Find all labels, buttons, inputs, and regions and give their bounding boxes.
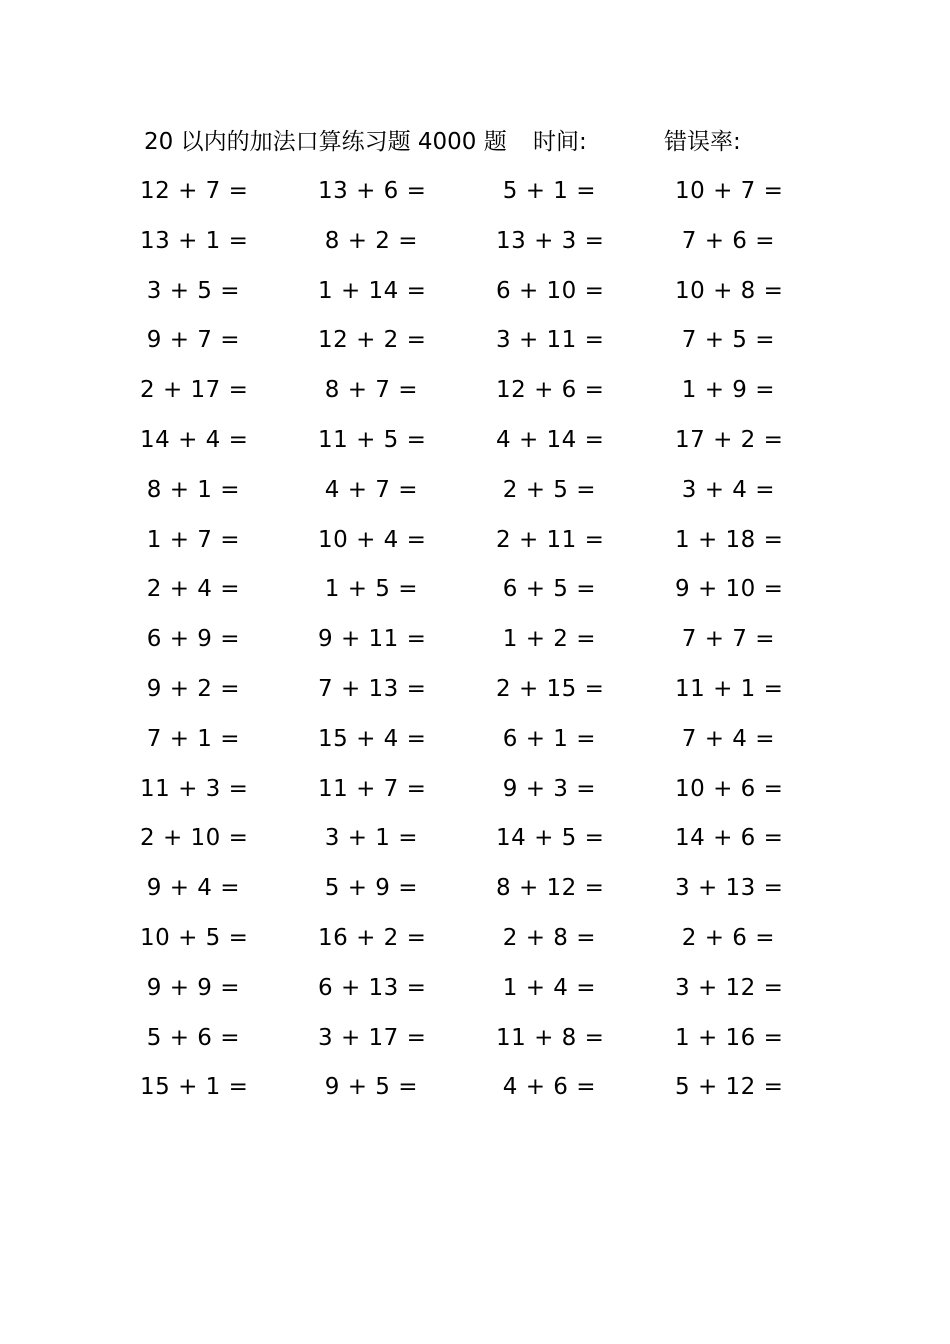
addition-problem: 4 + 14 = xyxy=(496,426,605,453)
problem-row xyxy=(140,521,820,571)
problem-row xyxy=(140,272,820,322)
addition-problem: 11 + 8 = xyxy=(496,1024,605,1051)
addition-problem: 10 + 4 = xyxy=(318,526,427,553)
addition-problem: 7 + 5 = xyxy=(681,327,775,354)
addition-problem: 11 + 3 = xyxy=(140,775,249,802)
addition-problem: 8 + 1 = xyxy=(146,476,240,503)
addition-problem: 3 + 17 = xyxy=(318,1024,427,1051)
addition-problem: 9 + 9 = xyxy=(146,974,240,1001)
addition-problem: 5 + 9 = xyxy=(324,875,418,902)
addition-problem: 5 + 12 = xyxy=(675,1074,784,1101)
worksheet-header xyxy=(0,124,950,160)
problem-row xyxy=(140,471,820,521)
error-rate-label: 错误率: xyxy=(664,129,741,155)
addition-problem: 1 + 7 = xyxy=(146,526,240,553)
addition-problem: 15 + 4 = xyxy=(318,725,427,752)
addition-problem: 1 + 4 = xyxy=(502,974,596,1001)
problem-row xyxy=(140,720,820,770)
addition-problem: 8 + 2 = xyxy=(324,227,418,254)
problem-row xyxy=(140,869,820,919)
addition-problem: 6 + 9 = xyxy=(146,626,240,653)
addition-problem: 1 + 5 = xyxy=(324,576,418,603)
problem-row xyxy=(140,670,820,720)
addition-problem: 10 + 7 = xyxy=(675,178,784,204)
addition-problem: 8 + 12 = xyxy=(496,875,605,902)
addition-problem: 9 + 2 = xyxy=(146,675,240,702)
addition-problem: 1 + 9 = xyxy=(681,377,775,404)
addition-problem: 2 + 15 = xyxy=(496,675,605,702)
addition-problem: 2 + 5 = xyxy=(502,476,596,503)
addition-problem: 14 + 4 = xyxy=(140,426,249,453)
problem-grid xyxy=(140,172,820,1118)
addition-problem: 6 + 1 = xyxy=(502,725,596,752)
addition-problem: 15 + 1 = xyxy=(140,1074,249,1101)
addition-problem: 2 + 17 = xyxy=(140,377,249,404)
addition-problem: 6 + 5 = xyxy=(502,576,596,603)
addition-problem: 1 + 14 = xyxy=(318,277,427,304)
addition-problem: 3 + 5 = xyxy=(146,277,240,304)
addition-problem: 11 + 1 = xyxy=(675,675,784,702)
addition-problem: 7 + 13 = xyxy=(318,675,427,702)
problem-row xyxy=(140,919,820,969)
addition-problem: 4 + 6 = xyxy=(502,1074,596,1101)
addition-problem: 12 + 7 = xyxy=(140,178,249,204)
addition-problem: 9 + 7 = xyxy=(146,327,240,354)
addition-problem: 16 + 2 = xyxy=(318,924,427,951)
addition-problem: 9 + 4 = xyxy=(146,875,240,902)
addition-problem: 2 + 6 = xyxy=(681,924,775,951)
problem-row xyxy=(140,1068,820,1118)
problem-row xyxy=(140,770,820,820)
addition-problem: 6 + 10 = xyxy=(496,277,605,304)
addition-problem: 3 + 1 = xyxy=(324,825,418,852)
addition-problem: 3 + 11 = xyxy=(496,327,605,354)
addition-problem: 9 + 10 = xyxy=(675,576,784,603)
addition-problem: 2 + 11 = xyxy=(496,526,605,553)
addition-problem: 9 + 5 = xyxy=(324,1074,418,1101)
problem-row xyxy=(140,371,820,421)
addition-problem: 17 + 2 = xyxy=(675,426,784,453)
addition-problem: 1 + 18 = xyxy=(675,526,784,553)
addition-problem: 5 + 1 = xyxy=(502,178,596,204)
addition-problem: 13 + 3 = xyxy=(496,227,605,254)
problem-row xyxy=(140,421,820,471)
addition-problem: 3 + 4 = xyxy=(681,476,775,503)
addition-problem: 9 + 11 = xyxy=(318,626,427,653)
problem-row xyxy=(140,222,820,272)
addition-problem: 9 + 3 = xyxy=(502,775,596,802)
addition-problem: 3 + 12 = xyxy=(675,974,784,1001)
addition-problem: 8 + 7 = xyxy=(324,377,418,404)
addition-problem: 7 + 7 = xyxy=(681,626,775,653)
addition-problem: 11 + 7 = xyxy=(318,775,427,802)
time-label: 时间: xyxy=(533,129,587,155)
addition-problem: 11 + 5 = xyxy=(318,426,427,453)
addition-problem: 13 + 6 = xyxy=(318,178,427,204)
addition-problem: 10 + 5 = xyxy=(140,924,249,951)
addition-problem: 4 + 7 = xyxy=(324,476,418,503)
addition-problem: 2 + 10 = xyxy=(140,825,249,852)
addition-problem: 12 + 2 = xyxy=(318,327,427,354)
addition-problem: 14 + 5 = xyxy=(496,825,605,852)
addition-problem: 7 + 6 = xyxy=(681,227,775,254)
addition-problem: 7 + 4 = xyxy=(681,725,775,752)
addition-problem: 2 + 4 = xyxy=(146,576,240,603)
worksheet-title: 20 以内的加法口算练习题 4000 题 xyxy=(144,129,507,155)
addition-problem: 13 + 1 = xyxy=(140,227,249,254)
addition-problem: 1 + 16 = xyxy=(675,1024,784,1051)
problem-row xyxy=(140,1019,820,1069)
addition-problem: 7 + 1 = xyxy=(146,725,240,752)
problem-row xyxy=(140,819,820,869)
problem-row xyxy=(140,321,820,371)
addition-problem: 14 + 6 = xyxy=(675,825,784,852)
addition-problem: 1 + 2 = xyxy=(502,626,596,653)
addition-problem: 10 + 8 = xyxy=(675,277,784,304)
problem-row xyxy=(140,570,820,620)
problem-row xyxy=(140,620,820,670)
problem-row xyxy=(140,172,820,222)
addition-problem: 5 + 6 = xyxy=(146,1024,240,1051)
addition-problem: 3 + 13 = xyxy=(675,875,784,902)
addition-problem: 10 + 6 = xyxy=(675,775,784,802)
addition-problem: 2 + 8 = xyxy=(502,924,596,951)
addition-problem: 12 + 6 = xyxy=(496,377,605,404)
addition-problem: 6 + 13 = xyxy=(318,974,427,1001)
problem-row xyxy=(140,969,820,1019)
